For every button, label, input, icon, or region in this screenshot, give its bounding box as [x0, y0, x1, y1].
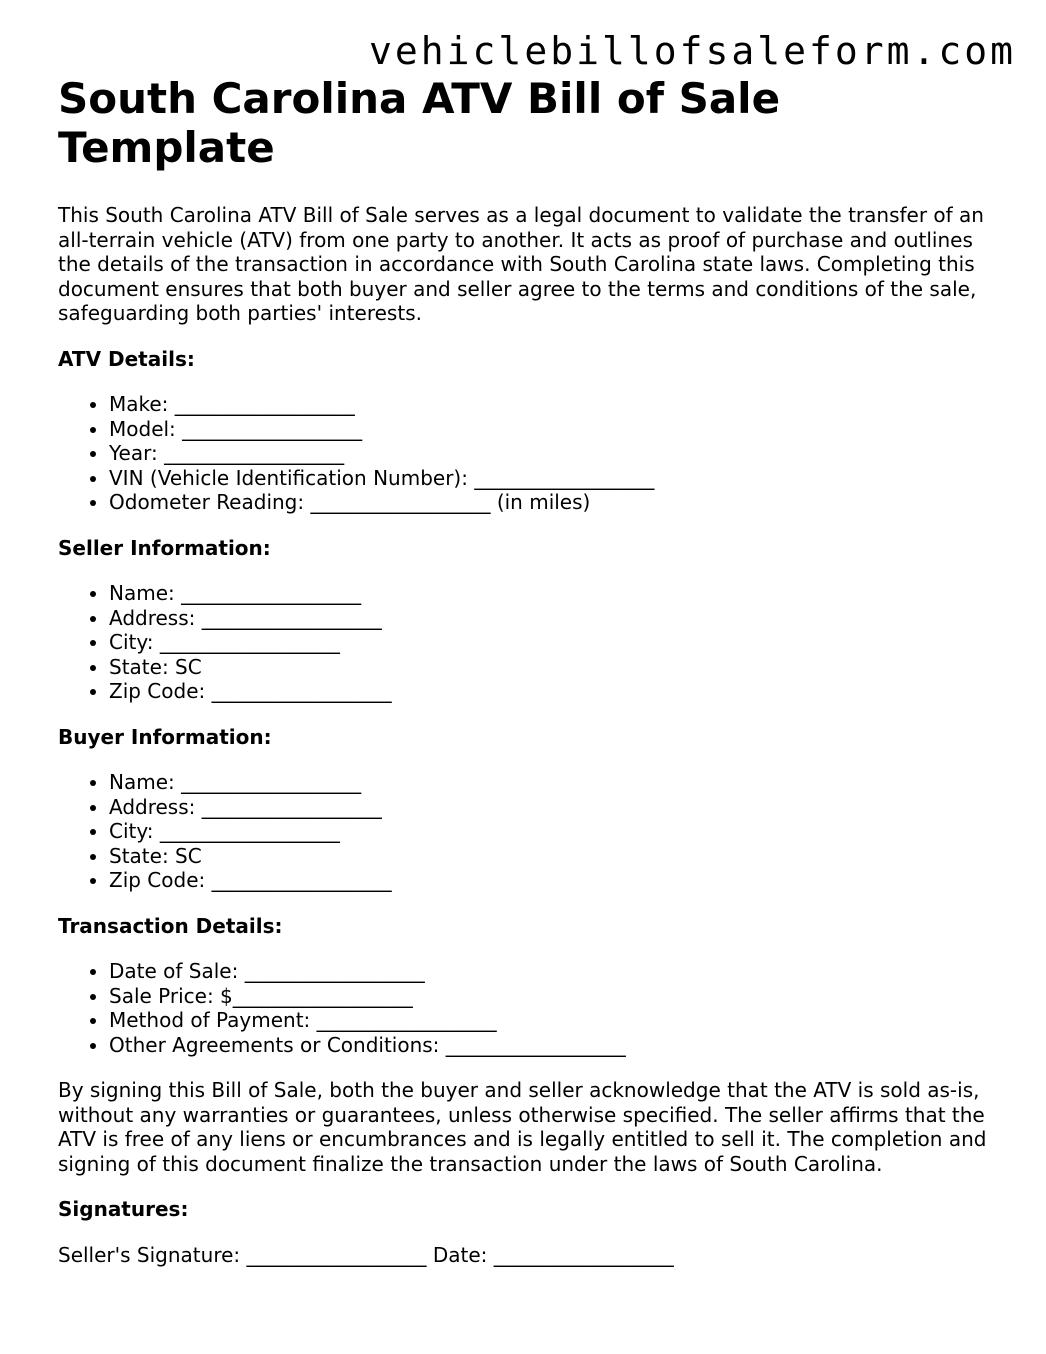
buyer-name-field: • Name: __________________: [109, 770, 988, 795]
site-watermark: vehiclebillofsaleform.com: [369, 29, 1016, 73]
atv-details-list: [58, 392, 988, 515]
seller-city-field: • City: __________________: [109, 630, 988, 655]
seller-zip-field: • Zip Code: __________________: [109, 679, 988, 704]
document-body: [58, 74, 988, 1267]
sale-price-field: • Sale Price: $__________________: [109, 984, 988, 1009]
seller-signature-line: Seller's Signature: __________________ Date: __________________: [58, 1242, 674, 1267]
closing-paragraph: By signing this Bill of Sale, both the buyer and seller acknowledge that the ATV is sold as-is, without any warranties or guarantees, unless otherwise specified. The seller affirms that the ATV is free of any liens or encumbrances and is legally entitled to sell it. The completion and signing of this document finalize the transaction under the laws of South Carolina.: [58, 1078, 987, 1176]
sale-date-field: • Date of Sale: __________________: [109, 959, 988, 984]
signatures-heading: Signatures:: [58, 1197, 189, 1221]
seller-info-list: [58, 581, 988, 704]
atv-make-field: • Make: __________________: [109, 392, 988, 417]
atv-model-field: • Model: __________________: [109, 417, 988, 442]
other-agreements-field: • Other Agreements or Conditions: __________________: [109, 1033, 988, 1058]
payment-method-field: • Method of Payment: __________________: [109, 1008, 988, 1033]
buyer-state-field: • State: SC: [109, 844, 988, 869]
transaction-details-heading: Transaction Details:: [58, 913, 283, 938]
atv-odometer-field: • Odometer Reading: __________________ (in miles): [109, 490, 988, 515]
buyer-info-heading: Buyer Information:: [58, 724, 272, 749]
seller-address-field: • Address: __________________: [109, 606, 988, 631]
seller-name-field: • Name: __________________: [109, 581, 988, 606]
page-title: South Carolina ATV Bill of Sale Template: [58, 74, 781, 172]
transaction-details-list: [58, 959, 988, 1057]
buyer-city-field: • City: __________________: [109, 819, 988, 844]
buyer-info-list: [58, 770, 988, 893]
seller-info-heading: Seller Information:: [58, 535, 271, 560]
buyer-address-field: • Address: __________________: [109, 795, 988, 820]
intro-paragraph: This South Carolina ATV Bill of Sale serves as a legal document to validate the transfer of an all-terrain vehicle (ATV) from one party to another. It acts as proof of purchase and outlines the details of the transaction in accordance with South Carolina state laws. Completing this document ensures that both buyer and seller agree to the terms and conditions of the sale, safeguarding both parties' interests.: [58, 203, 984, 325]
seller-state-field: • State: SC: [109, 655, 988, 680]
buyer-zip-field: • Zip Code: __________________: [109, 868, 988, 893]
atv-year-field: • Year: __________________: [109, 441, 988, 466]
atv-details-heading: ATV Details:: [58, 346, 195, 371]
atv-vin-field: • VIN (Vehicle Identification Number): __________________: [109, 466, 988, 491]
